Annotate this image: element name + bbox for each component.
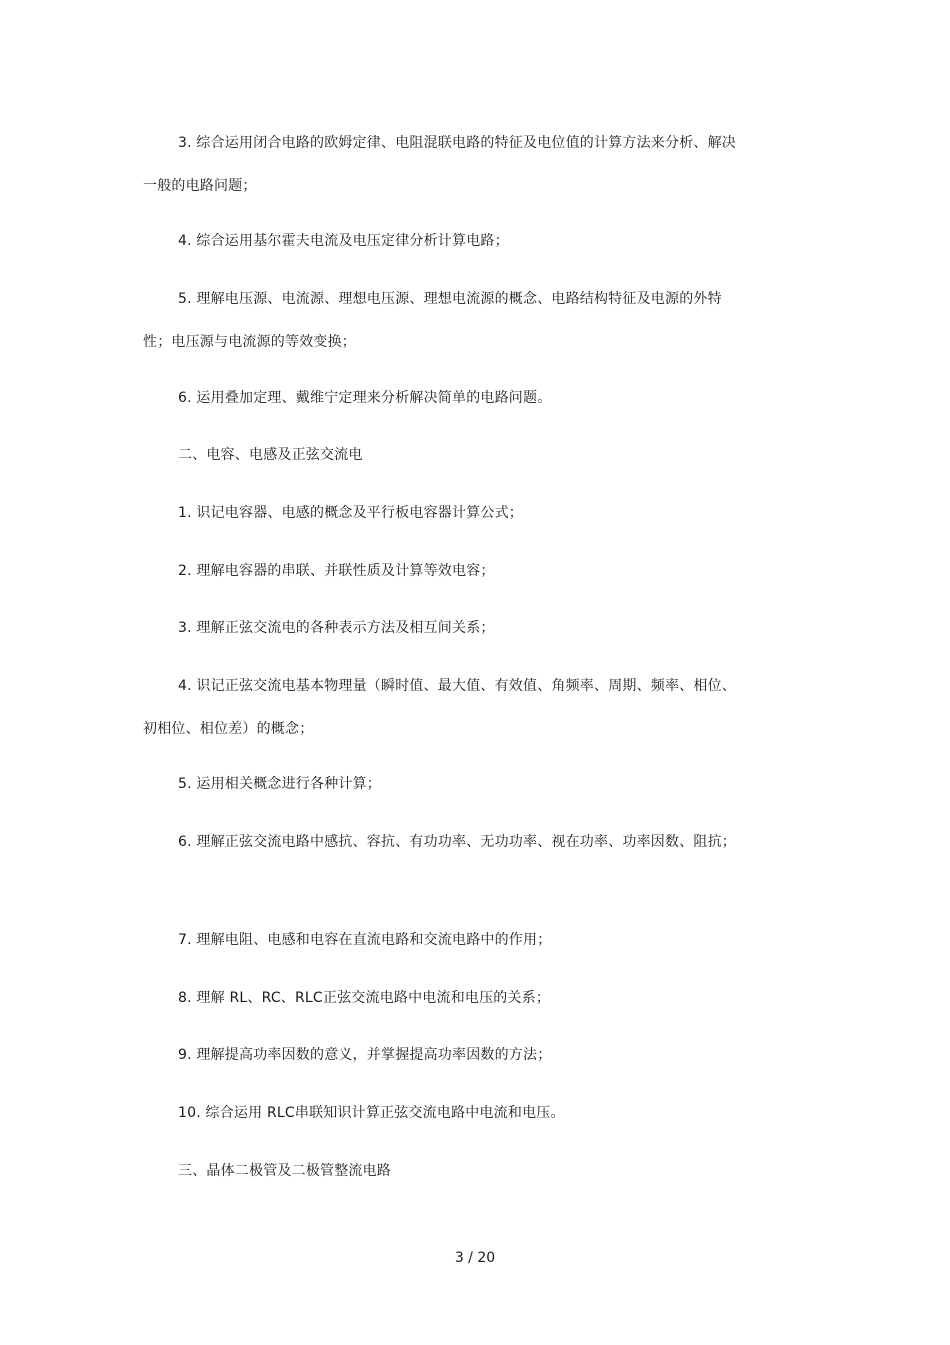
paragraph-s2-10: 10. 综合运用 RLC串联知识计算正弦交流电路中电流和电压。: [178, 1105, 565, 1121]
section-heading-2: 二、电容、电感及正弦交流电: [178, 447, 363, 463]
paragraph-s2-9: 9. 理解提高功率因数的意义，并掌握提高功率因数的方法；: [178, 1047, 552, 1063]
paragraph-s2-3: 3. 理解正弦交流电的各种表示方法及相互间关系；: [178, 620, 495, 636]
section-heading-3: 三、晶体二极管及二极管整流电路: [178, 1163, 391, 1179]
paragraph-s2-1: 1. 识记电容器、电感的概念及平行板电容器计算公式；: [178, 505, 524, 521]
paragraph-3-closed-circuit: 3. 综合运用闭合电路的欧姆定律、电阻混联电路的特征及电位值的计算方法来分析、解决一般的电路问题；: [143, 135, 737, 194]
paragraph-s2-7: 7. 理解电阻、电感和电容在直流电路和交流电路中的作用；: [178, 932, 552, 948]
paragraph-4-kirchhoff: 4. 综合运用基尔霍夫电流及电压定律分析计算电路；: [178, 233, 509, 249]
paragraph-s2-8: 8. 理解 RL、RC、RLC正弦交流电路中电流和电压的关系；: [178, 990, 551, 1006]
paragraph-s2-4: 4. 识记正弦交流电基本物理量（瞬时值、最大值、有效值、角频率、周期、频率、相位、初相位、相位差）的概念；: [143, 678, 737, 737]
paragraph-s2-2: 2. 理解电容器的串联、并联性质及计算等效电容；: [178, 563, 495, 579]
paragraph-6-superposition: 6. 运用叠加定理、戴维宁定理来分析解决简单的电路问题。: [178, 390, 552, 406]
paragraph-5-voltage-current-source: 5. 理解电压源、电流源、理想电压源、理想电流源的概念、电路结构特征及电源的外特性；电压源与电流源的等效变换；: [143, 291, 722, 350]
paragraph-s2-5: 5. 运用相关概念进行各种计算；: [178, 776, 382, 792]
paragraph-s2-6: 6. 理解正弦交流电路中感抗、容抗、有功功率、无功功率、视在功率、功率因数、阻抗；: [178, 834, 737, 850]
page-number: 3 / 20: [454, 1250, 496, 1266]
